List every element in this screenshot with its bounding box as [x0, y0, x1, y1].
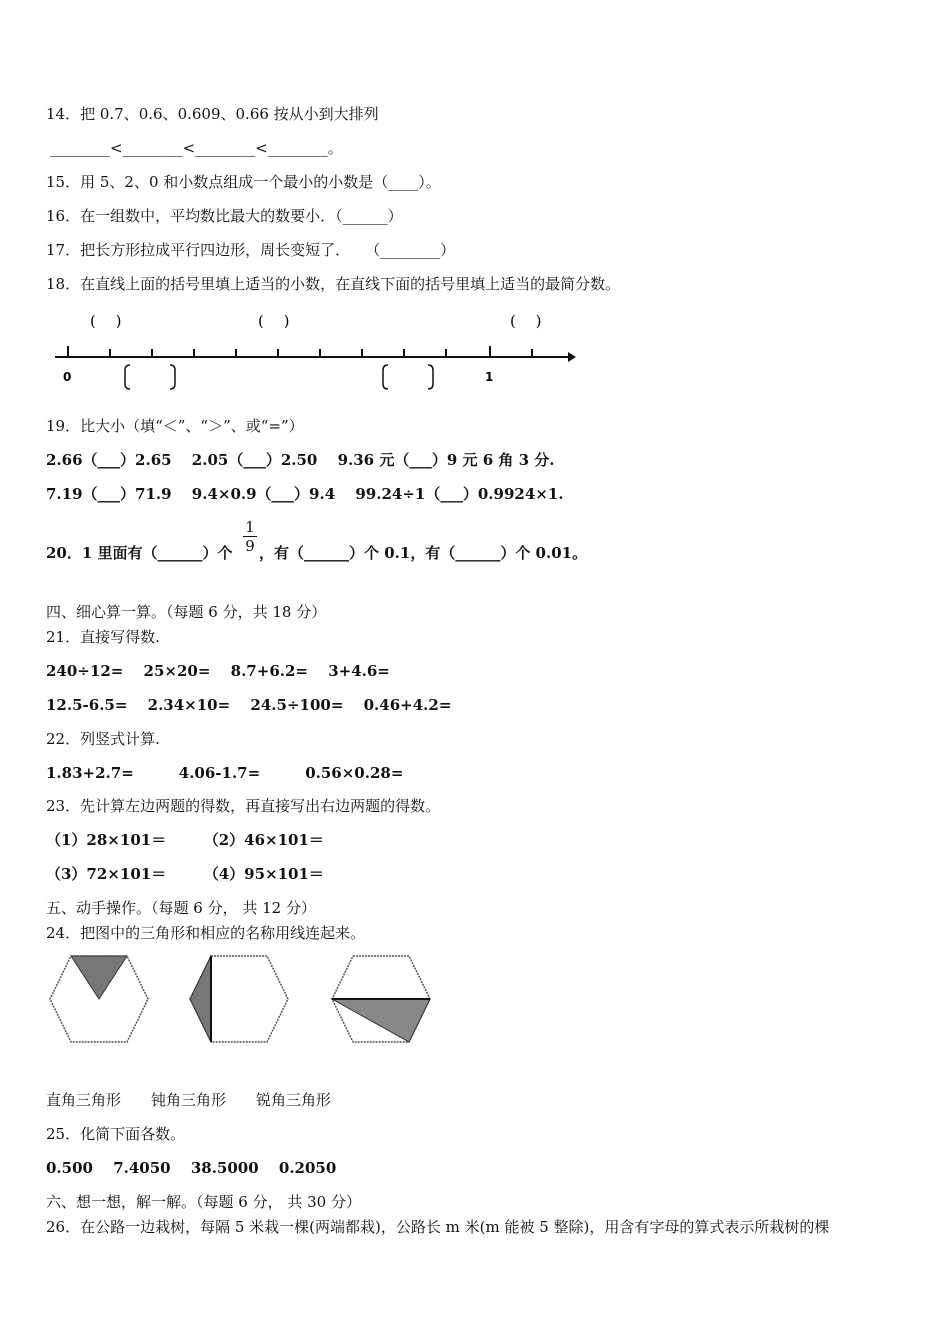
upper-paren-1[interactable] [90, 312, 121, 330]
q21-row2: 12.5-6.5= 2.34×10= 24.5÷100= 0.46+4.2= [46, 696, 452, 714]
section-4-heading: 四、细心算一算。（每题 6 分，共 18 分） [46, 603, 327, 621]
fraction-denominator: 9 [245, 537, 255, 555]
q20-part1: 20．1 里面有（______）个 [46, 544, 233, 562]
number-line-figure [50, 300, 580, 395]
q19-title: 19．比大小（填“＜”、“＞”、或“=”） [46, 417, 304, 435]
section-6-heading: 六、想一想，解一解。（每题 6 分， 共 30 分） [46, 1193, 361, 1211]
upper-paren-label: ( ) [510, 312, 542, 330]
lower-bracket-2[interactable] [383, 365, 433, 389]
hexagon-figure-2 [186, 952, 292, 1046]
q22-title: 22．列竖式计算. [46, 730, 160, 748]
q21-title: 21．直接写得数. [46, 628, 160, 646]
label-one: 1 [485, 370, 494, 384]
axis-ticks [68, 346, 532, 357]
q21-row1: 240÷12= 25×20= 8.7+6.2= 3+4.6= [46, 662, 390, 680]
upper-paren-label: ( ) [258, 312, 290, 330]
q20-part2: ，有（______）个 0.1，有（______）个 0.01。 [259, 544, 588, 562]
q23-row2: （3）72×101＝ （4）95×101＝ [46, 865, 324, 883]
label-zero: 0 [63, 370, 72, 384]
upper-paren-label: ( ) [90, 312, 122, 330]
fraction-numerator: 1 [245, 518, 255, 536]
q19-row2: 7.19（___）71.9 9.4×0.9（___）9.4 99.24÷1（___）0.9924×1. [46, 485, 564, 503]
q14-blanks[interactable]: ________<________<________<________。 [50, 139, 343, 157]
q23-title: 23．先计算左边两题的得数，再直接写出右边两题的得数。 [46, 797, 441, 815]
q17: 17．把长方形拉成平行四边形，周长变短了． （________） [46, 241, 456, 259]
section-5-heading: 五、动手操作。（每题 6 分， 共 12 分） [46, 899, 316, 917]
upper-paren-2[interactable] [258, 312, 289, 330]
q25-row1: 0.500 7.4050 38.5000 0.2050 [46, 1159, 337, 1177]
axis-arrow [568, 352, 576, 362]
q22-row1: 1.83+2.7= 4.06-1.7= 0.56×0.28= [46, 764, 404, 782]
q26: 26．在公路一边栽树，每隔 5 米栽一棵(两端都栽)，公路长 m 米(m 能被 5 整除)，用含有字母的算式表示所栽树的棵 [46, 1218, 830, 1236]
q23-row1: （1）28×101＝ （2）46×101＝ [46, 831, 324, 849]
hexagon-figure-3 [328, 952, 434, 1046]
q20-fraction [243, 519, 257, 554]
hexagon-figure-1 [46, 952, 152, 1046]
upper-paren-3[interactable] [510, 312, 541, 330]
q24-triangle-names: 直角三角形 钝角三角形 锐角三角形 [46, 1091, 332, 1109]
q15: 15．用 5、2、0 和小数点组成一个最小的小数是（____）。 [46, 173, 441, 191]
q24-title: 24．把图中的三角形和相应的名称用线连起来。 [46, 924, 366, 942]
q16: 16．在一组数中，平均数比最大的数要小．（______） [46, 207, 403, 225]
q18: 18．在直线上面的括号里填上适当的小数，在直线下面的括号里填上适当的最简分数。 [46, 275, 621, 293]
q25-title: 25．化简下面各数。 [46, 1125, 186, 1143]
q14-text: 14．把 0.7、0.6、0.609、0.66 按从小到大排列 [46, 105, 379, 123]
q19-row1: 2.66（___）2.65 2.05（___）2.50 9.36 元（___）9 元 6 角 3 分. [46, 451, 555, 469]
lower-bracket-1[interactable] [125, 365, 175, 389]
